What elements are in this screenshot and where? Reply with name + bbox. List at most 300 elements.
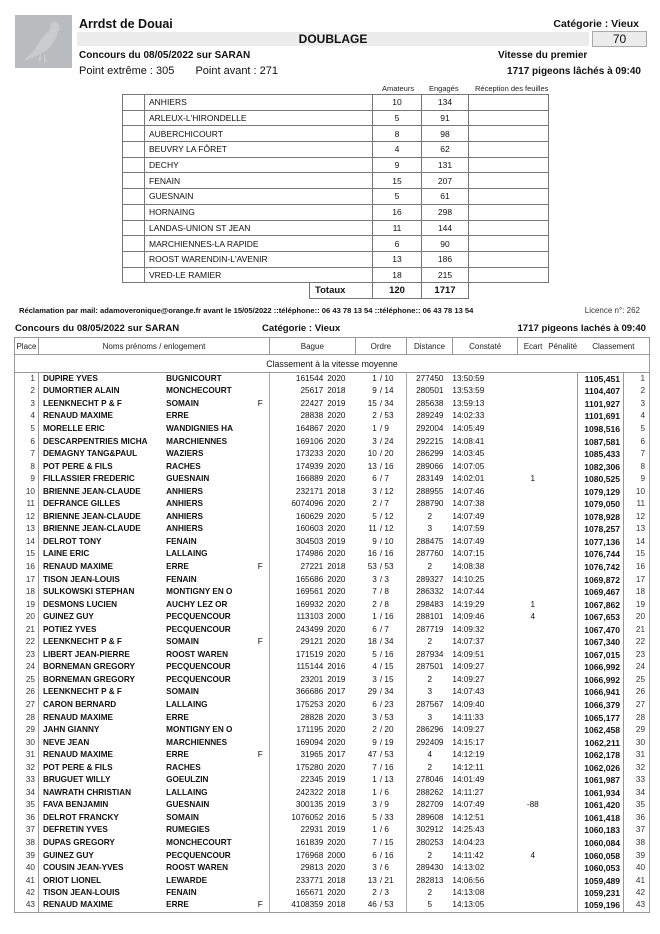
category-label: Catégorie : Vieux: [553, 18, 639, 30]
ecart: [518, 423, 548, 436]
speed: 1067,340: [578, 636, 624, 649]
ecart: [518, 636, 548, 649]
ecart: [518, 460, 548, 473]
fancier-name: ORIOT LIONEL: [42, 875, 102, 885]
order-number: 9: [372, 386, 377, 396]
female-flag: [258, 761, 270, 774]
table-row: [15, 699, 650, 712]
order-total: / 12: [377, 511, 407, 524]
speed: 1069,467: [578, 586, 624, 599]
place: 38: [15, 837, 39, 850]
place: 11: [15, 498, 39, 511]
ring-number: 242322: [270, 787, 328, 800]
female-flag: [258, 623, 270, 636]
rank: 32: [624, 761, 650, 774]
order-total: / 6: [377, 824, 407, 837]
order-number: 53: [367, 561, 377, 571]
society-name: VRED-LE RAMIER: [145, 267, 373, 283]
order-total: / 15: [377, 837, 407, 850]
distance: 287760: [416, 549, 444, 559]
ring-number: 113103: [270, 611, 328, 624]
female-flag: [258, 799, 270, 812]
pigeon-icon: [19, 18, 69, 66]
ring-year: 2020: [327, 649, 346, 659]
table-row: [15, 385, 650, 398]
penalty: [548, 373, 578, 386]
location: FENAIN: [166, 888, 197, 898]
row-marker: [123, 126, 145, 142]
fancier-name: POT PERE & FILS: [42, 762, 113, 772]
col-penalite: Pénalité: [548, 338, 578, 355]
ring-number: 233771: [270, 874, 328, 887]
order-number: 4: [372, 662, 377, 672]
ring-number: 169932: [270, 598, 328, 611]
place: 3: [15, 398, 39, 411]
order-total: / 14: [377, 385, 407, 398]
distance: 2: [427, 511, 433, 521]
ring-number: 25617: [270, 385, 328, 398]
rank: 40: [624, 862, 650, 875]
table-row: [15, 611, 650, 624]
table-row: [15, 674, 650, 687]
distance: 288262: [416, 787, 444, 797]
ring-number: 164867: [270, 423, 328, 436]
society-engages: 62: [422, 142, 469, 158]
order-number: 1: [372, 423, 377, 433]
speed: 1098,516: [578, 423, 624, 436]
penalty: [548, 799, 578, 812]
arrival-time: 14:07:43: [452, 687, 485, 697]
order-number: 1: [372, 787, 377, 797]
female-flag: [258, 373, 270, 386]
speed: 1062,026: [578, 761, 624, 774]
table-row: [15, 862, 650, 875]
fancier-name: RENAUD MAXIME: [38, 899, 166, 912]
distance: 286332: [416, 587, 444, 597]
distance: 292004: [416, 423, 444, 433]
ring-year: 2019: [327, 398, 346, 408]
order-number: 16: [367, 549, 377, 559]
arrival-time: 14:07:49: [452, 511, 485, 521]
penalty: [548, 586, 578, 599]
female-flag: [258, 448, 270, 461]
order-number: 3: [372, 674, 377, 684]
rank: 35: [624, 799, 650, 812]
fancier-name: RENAUD MAXIME: [42, 411, 113, 421]
ring-number: 232171: [270, 485, 328, 498]
penalty: [548, 887, 578, 900]
distance: 278046: [416, 775, 444, 785]
place: 26: [15, 686, 39, 699]
table-row: [15, 410, 650, 423]
female-flag: [258, 435, 270, 448]
table-row: [15, 498, 650, 511]
female-flag: [258, 874, 270, 887]
place: 15: [15, 548, 39, 561]
order-total: / 19: [377, 736, 407, 749]
club-logo: [15, 15, 72, 68]
arrival-time: 14:12:51: [452, 812, 485, 822]
female-flag: [258, 674, 270, 687]
society-row: [123, 204, 549, 220]
penalty: [548, 674, 578, 687]
ecart: [518, 761, 548, 774]
order-total: / 3: [377, 573, 407, 586]
ring-year: 2020: [327, 423, 346, 433]
fancier-name: GUINEZ GUY: [42, 850, 94, 860]
fancier-name: BORNEMAN GREGORY: [42, 674, 135, 684]
penalty: [548, 498, 578, 511]
female-flag: F: [257, 750, 263, 760]
fancier-name: DESCARPENTRIES MICHA: [42, 436, 148, 446]
penalty: [548, 598, 578, 611]
order-total: / 53: [377, 899, 407, 912]
ring-year: 2019: [327, 775, 346, 785]
ring-number: 1076052: [270, 812, 328, 825]
fancier-name: POTIEZ YVES: [42, 624, 97, 634]
fancier-name: LIBERT JEAN-PIERRE: [42, 649, 130, 659]
society-row: [123, 142, 549, 158]
ring-year: 2020: [327, 436, 346, 446]
order-number: 13: [367, 875, 377, 885]
society-amateurs: 5: [373, 189, 422, 205]
society-engages: 90: [422, 236, 469, 252]
penalty: [548, 548, 578, 561]
distance: 5: [407, 899, 453, 912]
penalty: [548, 686, 578, 699]
penalty: [548, 460, 578, 473]
speed: 1067,862: [578, 598, 624, 611]
order-number: 3: [372, 712, 377, 722]
speed: 1061,420: [578, 799, 624, 812]
place: 36: [15, 812, 39, 825]
ring-number: 31965: [270, 749, 328, 762]
society-row: [123, 236, 549, 252]
order-total: / 10: [377, 373, 407, 386]
society-engages: 144: [422, 220, 469, 236]
place: 16: [15, 561, 39, 574]
place: 29: [15, 724, 39, 737]
ring-number: 161544: [270, 373, 328, 386]
order-total: / 10: [377, 536, 407, 549]
speed: 1066,941: [578, 686, 624, 699]
distance: 286296: [416, 725, 444, 735]
ecart: [518, 699, 548, 712]
ring-year: 2016: [327, 812, 346, 822]
rank: 5: [624, 423, 650, 436]
distance: 2: [427, 762, 433, 772]
penalty: [548, 812, 578, 825]
table-row: [15, 423, 650, 436]
ring-year: 2019: [327, 800, 346, 810]
female-flag: [258, 649, 270, 662]
arrival-time: 14:13:02: [452, 863, 485, 873]
arrival-time: 14:07:37: [452, 637, 485, 647]
location: ERRE: [166, 712, 189, 722]
arrival-time: 14:12:19: [452, 750, 485, 760]
ring-year: 2020: [327, 587, 346, 597]
location: ANHIERS: [166, 524, 203, 534]
table-row: [15, 636, 650, 649]
order-total: / 53: [377, 410, 407, 423]
female-flag: [258, 849, 270, 862]
ring-number: 171519: [270, 649, 328, 662]
place: 8: [15, 460, 39, 473]
rank: 13: [624, 523, 650, 536]
society-reception: [469, 267, 549, 283]
society-engages: 298: [422, 204, 469, 220]
reclamation-info: Réclamation par mail: adamoveronique@orange.fr avant le 15/05/2022 ::téléphone:: 06 43 78 13 54 ::téléphone:: 06 43 78 13 54: [19, 306, 474, 315]
arrival-time: 14:19:29: [452, 599, 485, 609]
ecart: [518, 812, 548, 825]
arrival-time: 14:25:43: [452, 825, 485, 835]
society-row: [123, 267, 549, 283]
arrival-time: 13:53:59: [452, 386, 485, 396]
location: RUMEGIES: [166, 825, 210, 835]
location: ERRE: [166, 561, 189, 571]
place: 40: [15, 862, 39, 875]
fancier-name: FILLASSIER FREDERIC: [42, 474, 135, 484]
society-engages: 186: [422, 251, 469, 267]
order-number: 29: [367, 687, 377, 697]
speed: 1080,525: [578, 473, 624, 486]
speed: 1082,306: [578, 460, 624, 473]
rank: 9: [624, 473, 650, 486]
licence-number: Licence n°: 262: [584, 306, 640, 315]
place: 32: [15, 761, 39, 774]
row-marker: [123, 251, 145, 267]
fancier-name: DELROT FRANCKY: [42, 812, 119, 822]
distance: 282813: [416, 875, 444, 885]
number-box: 70: [592, 31, 647, 47]
location: MONCHECOURT: [166, 838, 232, 847]
ring-year: 2020: [327, 524, 346, 534]
ring-year: 2020: [327, 838, 346, 847]
arrival-time: 14:12:11: [452, 762, 484, 772]
distance: 288475: [416, 536, 444, 546]
col-bague: Bague: [270, 338, 355, 355]
table-row: [15, 661, 650, 674]
location: LALLAING: [166, 787, 208, 797]
ecart: [518, 724, 548, 737]
ring-number: 29813: [270, 862, 328, 875]
results-table: [14, 337, 650, 913]
organization-name: Arrdst de Douai: [79, 17, 173, 31]
penalty: [548, 849, 578, 862]
speed: 1079,050: [578, 498, 624, 511]
fancier-name: COUSIN JEAN-YVES: [42, 863, 124, 873]
row-marker: [123, 110, 145, 126]
ecart: [518, 874, 548, 887]
fancier-name: TISON JEAN-LOUIS: [42, 574, 120, 584]
rank: 25: [624, 674, 650, 687]
arrival-time: 14:11:33: [452, 712, 484, 722]
rank: 30: [624, 736, 650, 749]
ring-number: 174939: [270, 460, 328, 473]
location: AUCHY LEZ OR: [166, 599, 228, 609]
location: GUESNAIN: [166, 800, 210, 810]
place: 10: [15, 485, 39, 498]
fancier-name: TISON JEAN-LOUIS: [42, 888, 120, 898]
female-flag: [258, 661, 270, 674]
ecart: [518, 573, 548, 586]
penalty: [548, 837, 578, 850]
location: MARCHIENNES: [166, 737, 228, 747]
fancier-name: DEFRETIN YVES: [42, 825, 108, 835]
col-classement: Classement: [578, 338, 650, 355]
society-name: ARLEUX-L'HIRONDELLE: [145, 110, 373, 126]
society-row: [123, 95, 549, 111]
ecart: [518, 862, 548, 875]
location: PECQUENCOUR: [166, 612, 231, 622]
speed: 1066,379: [578, 699, 624, 712]
ring-year: 2020: [327, 474, 346, 484]
ring-number: 166889: [270, 473, 328, 486]
speed: 1069,872: [578, 573, 624, 586]
speed: 1079,129: [578, 485, 624, 498]
ring-number: 173233: [270, 448, 328, 461]
female-flag: F: [257, 637, 263, 647]
society-reception: [469, 251, 549, 267]
distance: 287567: [416, 699, 444, 709]
penalty: [548, 824, 578, 837]
ecart: [518, 837, 548, 850]
order-number: 47: [367, 750, 377, 760]
arrival-time: 14:07:49: [452, 536, 485, 546]
ring-number: 29121: [270, 636, 328, 649]
ring-year: 2020: [327, 411, 346, 421]
place: 7: [15, 448, 39, 461]
rank: 3: [624, 398, 650, 411]
arrival-time: 14:07:15: [452, 549, 485, 559]
point-extreme: Point extrême : 305: [79, 65, 175, 77]
society-reception: [469, 236, 549, 252]
female-flag: [258, 887, 270, 900]
distance: 288790: [416, 499, 444, 509]
society-name: LANDAS-UNION ST JEAN: [145, 220, 373, 236]
order-total: / 20: [377, 448, 407, 461]
header-engages: Engagés: [429, 84, 459, 93]
arrival-time: 14:11:27: [452, 787, 484, 797]
order-total: / 16: [377, 649, 407, 662]
ecart: [518, 561, 548, 574]
totals-label: Totaux: [309, 282, 373, 299]
society-engages: 131: [422, 157, 469, 173]
header-amateurs: Amateurs: [382, 84, 415, 93]
distance: 285638: [416, 398, 444, 408]
arrival-time: 14:02:01: [452, 474, 485, 484]
table-row: [15, 824, 650, 837]
table-row: [15, 511, 650, 524]
fancier-name: LEENKNECHT P & F: [42, 637, 122, 647]
rank: 37: [624, 824, 650, 837]
order-number: 13: [367, 461, 377, 471]
row-marker: [123, 267, 145, 283]
female-flag: [258, 862, 270, 875]
location: ANHIERS: [166, 499, 203, 509]
table-row: [15, 774, 650, 787]
location: PECQUENCOUR: [166, 662, 231, 672]
society-name: BEUVRY LA FÔRET: [145, 142, 373, 158]
speed: 1104,407: [578, 385, 624, 398]
speed: 1101,927: [578, 398, 624, 411]
ecart: -88: [526, 800, 539, 810]
ecart: [518, 548, 548, 561]
table-row: [15, 373, 650, 386]
order-number: 1: [372, 775, 377, 785]
arrival-time: 14:07:49: [452, 800, 485, 810]
ring-year: 2000: [327, 850, 346, 860]
col-ordre: Ordre: [355, 338, 407, 355]
location: ERRE: [166, 899, 258, 912]
location: MONCHECOURT: [166, 386, 232, 396]
rank: 11: [624, 498, 650, 511]
arrival-time: 14:10:25: [452, 574, 485, 584]
ring-year: 2020: [327, 461, 346, 471]
ring-number: 160629: [270, 511, 328, 524]
arrival-time: 14:02:33: [452, 411, 485, 421]
distance: 2: [427, 674, 433, 684]
distance: 287501: [416, 662, 444, 672]
arrival-time: 14:07:46: [452, 486, 485, 496]
row-marker: [123, 157, 145, 173]
ecart: [518, 410, 548, 423]
penalty: [548, 749, 578, 762]
society-amateurs: 16: [373, 204, 422, 220]
place: 19: [15, 598, 39, 611]
place: 35: [15, 799, 39, 812]
order-number: 2: [372, 725, 377, 735]
fancier-name: BRIENNE JEAN-CLAUDE: [42, 511, 141, 521]
distance: 280501: [416, 386, 444, 396]
table-row: [15, 623, 650, 636]
rank: 29: [624, 724, 650, 737]
ecart: [518, 511, 548, 524]
table-row: [15, 686, 650, 699]
order-total: / 16: [377, 548, 407, 561]
society-reception: [469, 95, 549, 111]
location: LALLAING: [166, 549, 208, 559]
order-number: 3: [372, 486, 377, 496]
fancier-name: SULKOWSKI STEPHAN: [42, 587, 135, 597]
society-reception: [469, 110, 549, 126]
results-header-row: [15, 338, 650, 355]
fancier-name: NAWRATH CHRISTIAN: [42, 787, 132, 797]
order-number: 1: [372, 825, 377, 835]
female-flag: [258, 812, 270, 825]
arrival-time: 14:06:56: [452, 875, 485, 885]
fancier-name: LEENKNECHT P & F: [42, 687, 122, 697]
place: 34: [15, 787, 39, 800]
society-name: ANHIERS: [145, 95, 373, 111]
arrival-time: 14:13:05: [452, 899, 517, 912]
fancier-name: RENAUD MAXIME: [42, 561, 113, 571]
place: 6: [15, 435, 39, 448]
distance: 286299: [416, 449, 444, 459]
penalty: [548, 573, 578, 586]
rank: 31: [624, 749, 650, 762]
female-flag: [258, 385, 270, 398]
penalty: [548, 636, 578, 649]
fancier-name: POT PERE & FILS: [42, 461, 113, 471]
ring-year: 2017: [327, 687, 346, 697]
penalty: [548, 774, 578, 787]
society-reception: [469, 142, 549, 158]
fancier-name: BRUGUET WILLY: [42, 775, 111, 785]
penalty: [548, 511, 578, 524]
ring-year: 2019: [327, 674, 346, 684]
female-flag: F: [257, 398, 263, 408]
